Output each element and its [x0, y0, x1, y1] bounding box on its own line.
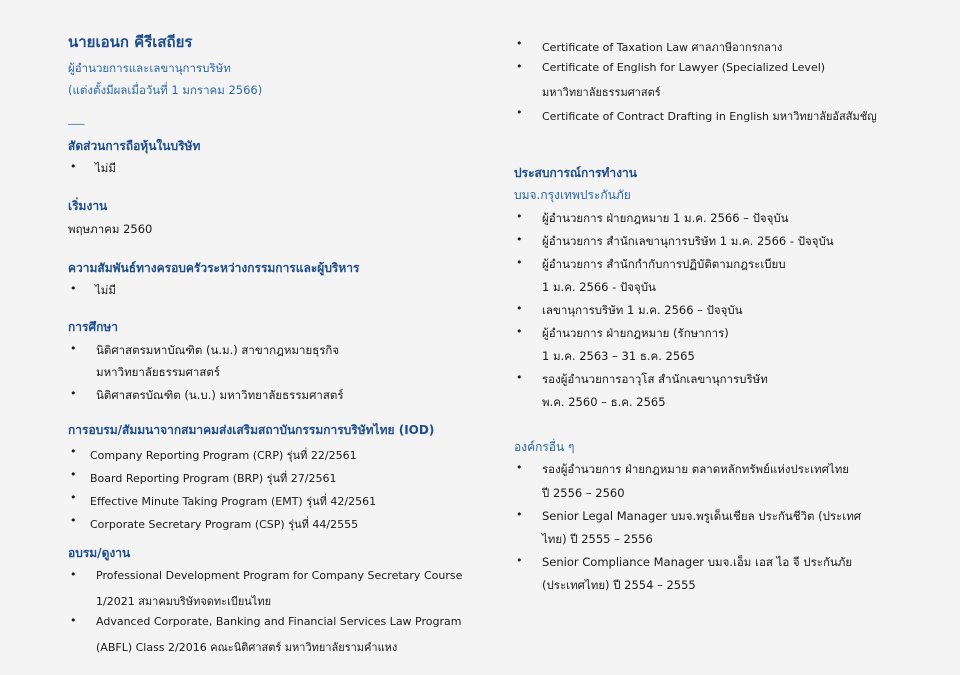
person-position: ผู้อำนวยการและเลขานุการบริษัท — [68, 61, 231, 75]
experience-item: ผู้อำนวยการ ฝ่ายกฎหมาย 1 ม.ค. 2566 – ปัจจุบัน — [542, 211, 789, 225]
bullet-icon: • — [516, 106, 523, 119]
bullet-icon: • — [516, 461, 523, 474]
training-item-cont: (ABFL) Class 2/2016 คณะนิติศาสตร์ มหาวิทยาลัยรามคำแหง — [96, 641, 398, 654]
certificate-item: Certificate of English for Lawyer (Specialized Level) — [542, 61, 826, 74]
other-org-item-cont: ปี 2556 – 2560 — [542, 486, 625, 500]
bullet-icon: • — [516, 60, 523, 73]
start-work-heading: เริ่มงาน — [68, 199, 108, 213]
shareholding-value: ไม่มี — [95, 161, 116, 175]
experience-company: บมจ.กรุงเทพประกันภัย — [514, 188, 631, 202]
other-org-item: Senior Compliance Manager บมจ.เอ็ม เอส ไอ จี ประกันภัย — [542, 555, 853, 569]
certificate-item-cont: มหาวิทยาลัยธรรมศาสตร์ — [542, 86, 661, 99]
bullet-icon: • — [70, 387, 77, 400]
training-item: Professional Development Program for Company Secretary Course — [96, 569, 463, 582]
bullet-icon: • — [70, 282, 77, 295]
bullet-icon: • — [516, 233, 523, 246]
certificate-item: Certificate of Taxation Law ศาลภาษีอากรกลาง — [542, 41, 783, 54]
family-value: ไม่มี — [95, 283, 116, 297]
experience-item: ผู้อำนวยการ สำนักเลขานุการบริษัท 1 ม.ค. 2566 - ปัจจุบัน — [542, 234, 834, 248]
education-item: นิติศาสตรบัณฑิต (น.บ.) มหาวิทยาลัยธรรมศาสตร์ — [96, 388, 344, 402]
other-orgs-heading: องค์กรอื่น ๆ — [514, 440, 575, 454]
person-name: นายเอนก คีรีเสถียร — [68, 33, 193, 51]
bullet-icon: • — [516, 508, 523, 521]
start-work-value: พฤษภาคม 2560 — [68, 222, 153, 236]
experience-item-cont: 1 ม.ค. 2566 - ปัจจุบัน — [542, 280, 656, 294]
bullet-icon: • — [516, 37, 523, 50]
bullet-icon: • — [516, 371, 523, 384]
other-org-item: รองผู้อำนวยการ ฝ่ายกฎหมาย ตลาดหลักทรัพย์แห่งประเทศไทย — [542, 462, 850, 476]
divider: ___ — [68, 112, 85, 125]
experience-heading: ประสบการณ์การทำงาน — [514, 166, 637, 180]
bullet-icon: • — [70, 468, 77, 481]
experience-item: รองผู้อำนวยการอาวุโส สำนักเลขานุการบริษัท — [542, 372, 768, 386]
training-item: Advanced Corporate, Banking and Financial Services Law Program — [96, 615, 462, 628]
experience-item: ผู้อำนวยการ ฝ่ายกฎหมาย (รักษาการ) — [542, 326, 729, 340]
experience-item-cont: พ.ค. 2560 – ธ.ค. 2565 — [542, 395, 666, 409]
other-org-item: Senior Legal Manager บมจ.พรูเด็นเชียล ประกันชีวิต (ประเทศ — [542, 509, 862, 523]
iod-item: Company Reporting Program (CRP) รุ่นที่ 22/2561 — [90, 449, 357, 462]
bullet-icon: • — [70, 514, 77, 527]
iod-item: Board Reporting Program (BRP) รุ่นที่ 27/2561 — [90, 472, 337, 485]
bullet-icon: • — [516, 256, 523, 269]
other-org-item-cont: (ประเทศไทย) ปี 2554 – 2555 — [542, 578, 696, 592]
iod-heading: การอบรม/สัมมนาจากสมาคมส่งเสริมสถาบันกรรมการบริษัทไทย (IOD) — [68, 423, 435, 437]
iod-item: Corporate Secretary Program (CSP) รุ่นที่ 44/2555 — [90, 518, 359, 531]
bullet-icon: • — [516, 325, 523, 338]
iod-item: Effective Minute Taking Program (EMT) รุ่นที่ 42/2561 — [90, 495, 377, 508]
bullet-icon: • — [516, 554, 523, 567]
family-heading: ความสัมพันธ์ทางครอบครัวระหว่างกรรมการและผู้บริหาร — [68, 261, 360, 275]
shareholding-heading: สัดส่วนการถือหุ้นในบริษัท — [68, 139, 201, 153]
bullet-icon: • — [70, 614, 77, 627]
bullet-icon: • — [516, 302, 523, 315]
certificate-item: Certificate of Contract Drafting in English มหาวิทยาลัยอัสสัมชัญ — [542, 110, 877, 123]
training-heading: อบรม/ดูงาน — [68, 546, 131, 560]
bullet-icon: • — [70, 160, 77, 173]
education-item-cont: มหาวิทยาลัยธรรมศาสตร์ — [96, 365, 221, 379]
bullet-icon: • — [70, 342, 77, 355]
bullet-icon: • — [70, 568, 77, 581]
education-heading: การศึกษา — [68, 320, 118, 334]
bullet-icon: • — [70, 445, 77, 458]
appointment-date: (แต่งตั้งมีผลเมื่อวันที่ 1 มกราคม 2566) — [68, 83, 263, 97]
experience-item-cont: 1 ม.ค. 2563 – 31 ธ.ค. 2565 — [542, 349, 695, 363]
experience-item: ผู้อำนวยการ สำนักกำกับการปฏิบัติตามกฎระเบียบ — [542, 257, 786, 271]
training-item-cont: 1/2021 สมาคมบริษัทจดทะเบียนไทย — [96, 595, 272, 608]
bullet-icon: • — [516, 210, 523, 223]
experience-item: เลขานุการบริษัท 1 ม.ค. 2566 – ปัจจุบัน — [542, 303, 743, 317]
other-org-item-cont: ไทย) ปี 2555 – 2556 — [542, 532, 653, 546]
bullet-icon: • — [70, 491, 77, 504]
education-item: นิติศาสตรมหาบัณฑิต (น.ม.) สาขากฎหมายธุรกิจ — [96, 343, 340, 357]
